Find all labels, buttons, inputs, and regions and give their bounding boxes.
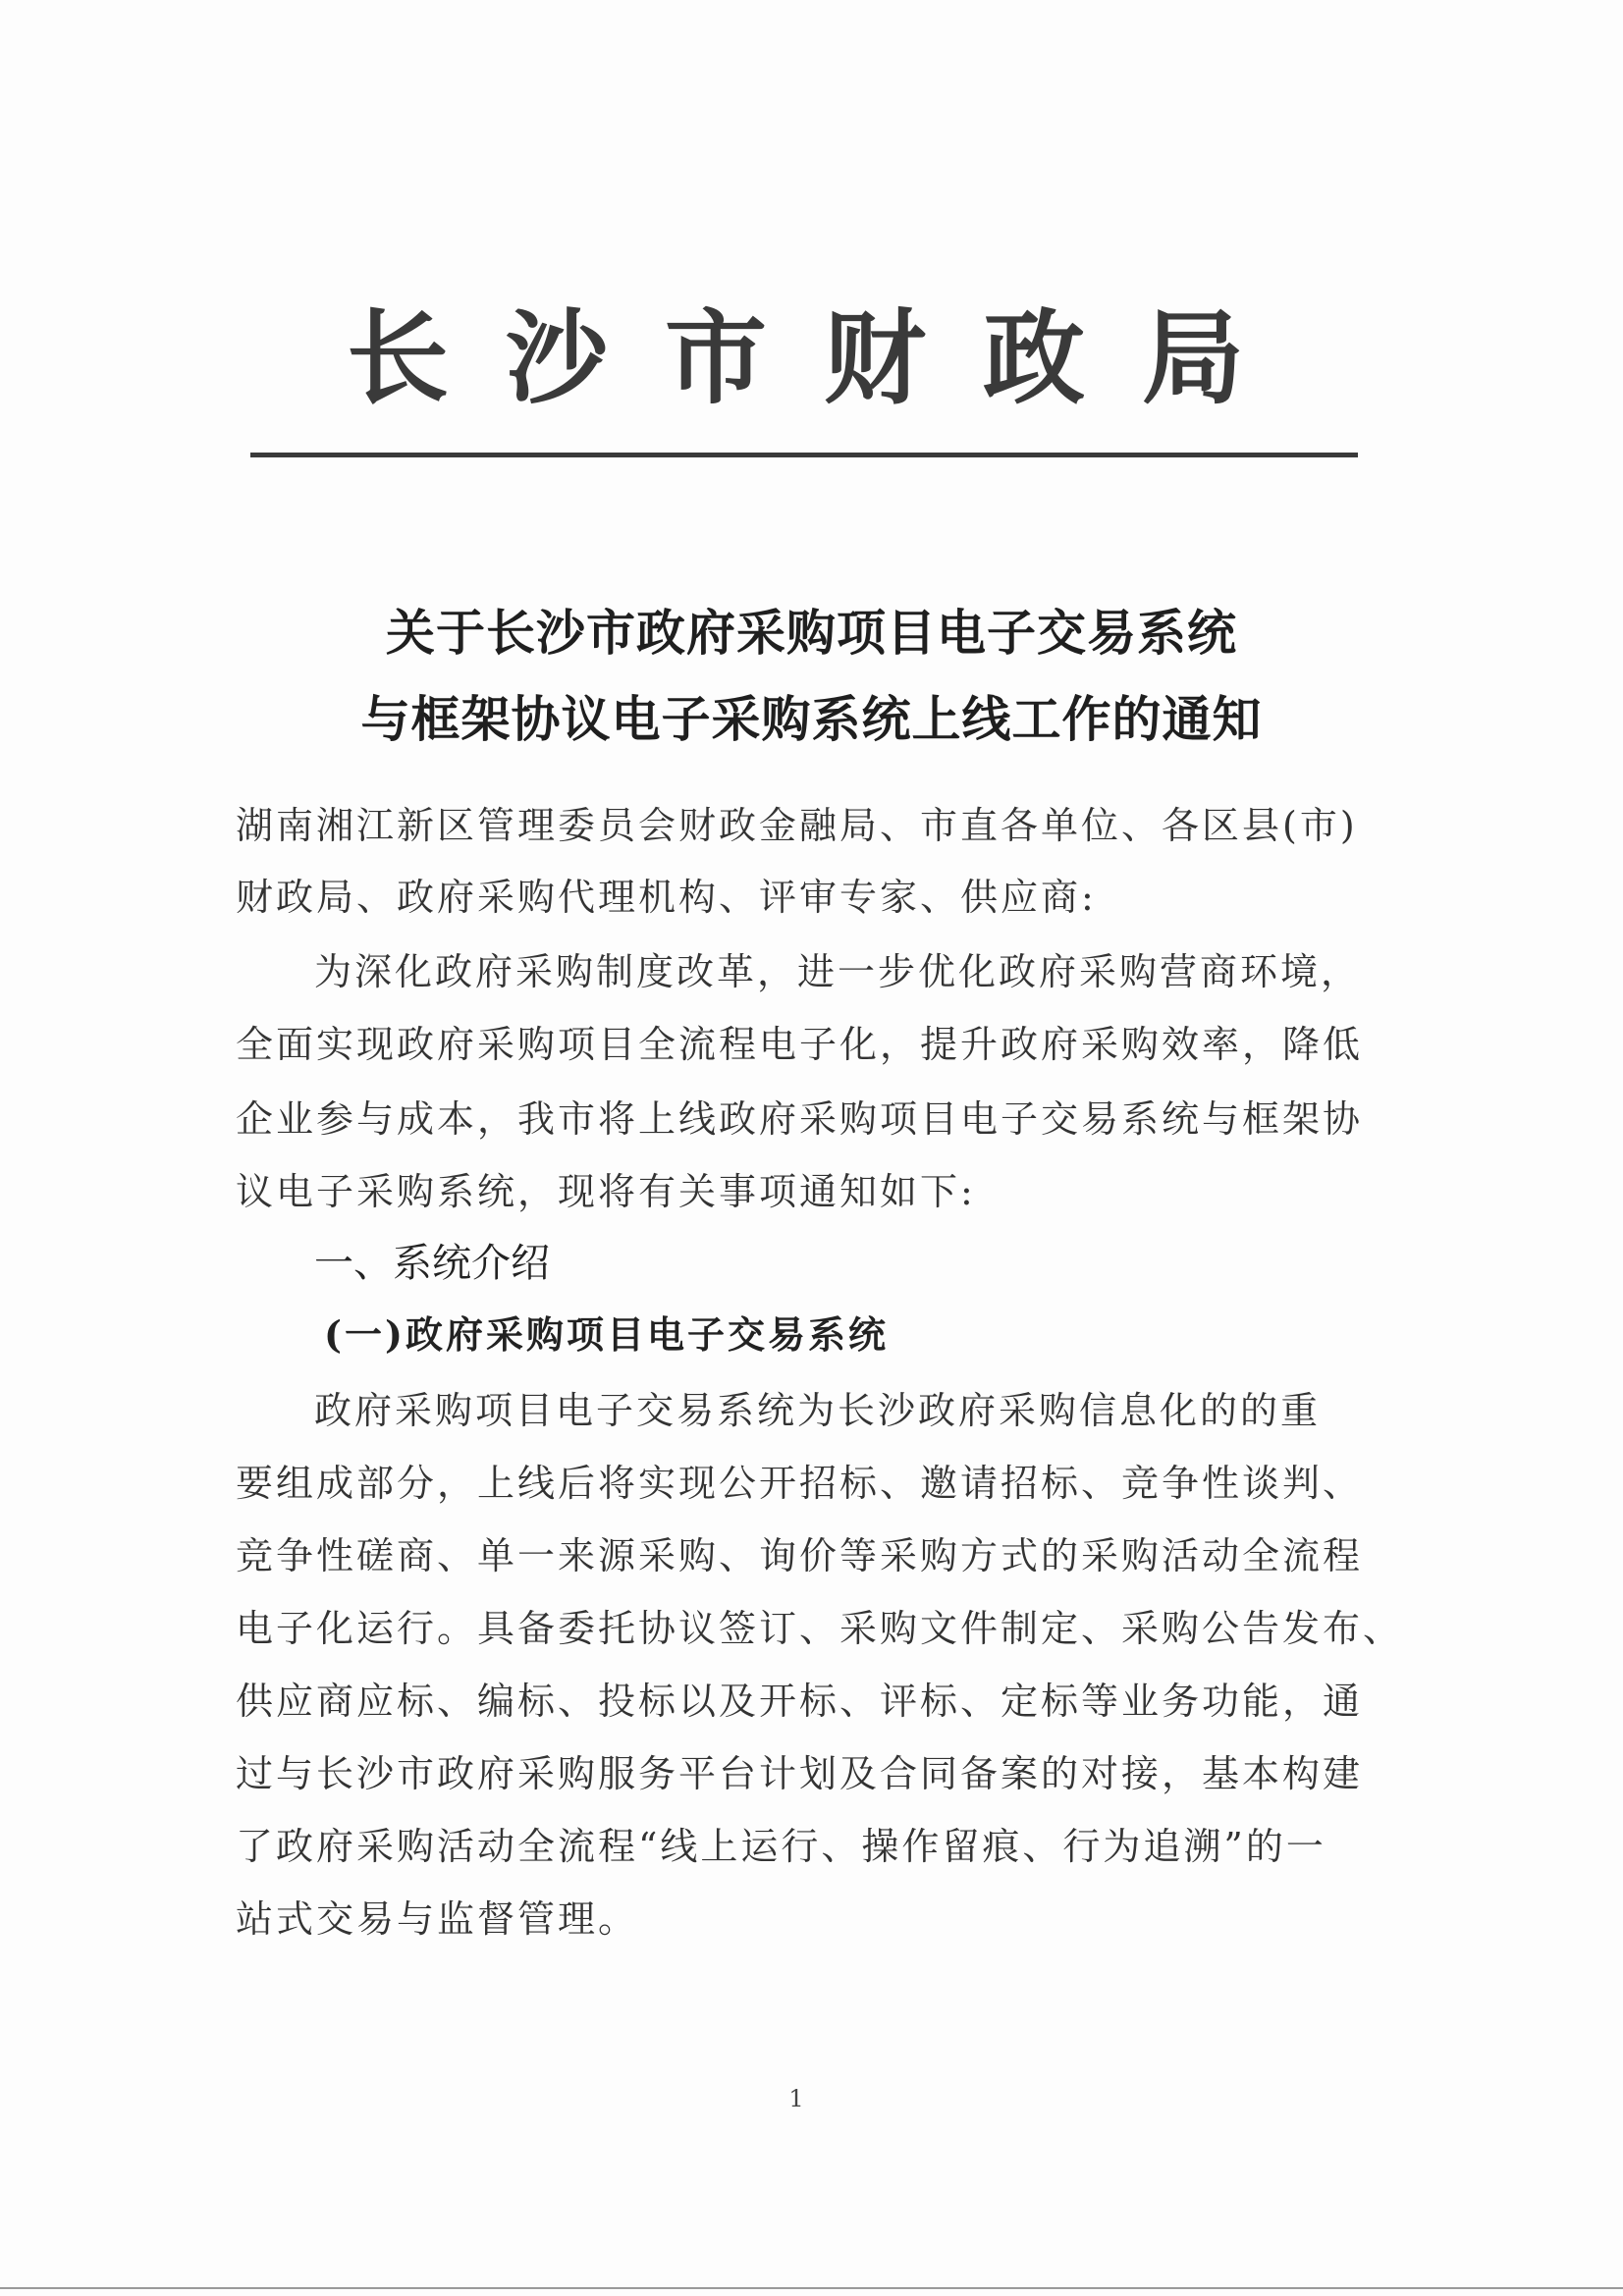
- subsection-heading: (一)政府采购项目电子交易系统: [324, 1312, 889, 1357]
- addressee-line: 财政局、政府采购代理机构、评审专家、供应商:: [236, 876, 1097, 919]
- paragraph-line: 电子化运行。具备委托协议签订、采购文件制定、采购公告发布、: [236, 1607, 1404, 1650]
- masthead-char: 市: [664, 297, 767, 418]
- masthead-char: 财: [823, 297, 926, 418]
- document-title-line-2: 与框架协议电子采购系统上线工作的通知: [360, 691, 1263, 748]
- intro-line: 为深化政府采购制度改革，进一步优化政府采购营商环境，: [314, 950, 1362, 993]
- masthead-char: 政: [982, 297, 1085, 418]
- masthead-char: 长: [346, 297, 449, 418]
- intro-line: 全面实现政府采购项目全流程电子化，提升政府采购效率，降低: [236, 1023, 1364, 1066]
- page-number: 1: [788, 2085, 804, 2112]
- paragraph-line: 供应商应标、编标、投标以及开标、评标、定标等业务功能，通: [236, 1680, 1364, 1723]
- intro-line: 企业参与成本，我市将上线政府采购项目电子交易系统与框架协: [236, 1097, 1364, 1141]
- intro-line: 议电子采购系统，现将有关事项通知如下:: [236, 1170, 976, 1213]
- paragraph-line: 了政府采购活动全流程“线上运行、操作留痕、行为追溯”的一: [236, 1825, 1326, 1868]
- paragraph-line: 竞争性磋商、单一来源采购、询价等采购方式的采购活动全流程: [236, 1534, 1364, 1577]
- section-heading: 一、系统介绍: [314, 1241, 550, 1286]
- scan-edge-line: [0, 2287, 1623, 2289]
- paragraph-line: 站式交易与监督管理。: [236, 1897, 639, 1941]
- paragraph-line: 政府采购项目电子交易系统为长沙政府采购信息化的的重: [314, 1389, 1322, 1432]
- masthead-char: 沙: [505, 297, 608, 418]
- document-title-line-1: 关于长沙市政府采购项目电子交易系统: [386, 605, 1237, 662]
- masthead-divider: [250, 453, 1358, 457]
- paragraph-line: 过与长沙市政府采购服务平台计划及合同备案的对接，基本构建: [236, 1752, 1364, 1795]
- masthead-char: 局: [1141, 297, 1244, 418]
- paragraph-line: 要组成部分，上线后将实现公开招标、邀请招标、竞争性谈判、: [236, 1462, 1364, 1505]
- addressee-line: 湖南湘江新区管理委员会财政金融局、市直各单位、各区县(市): [236, 804, 1358, 847]
- masthead: [334, 294, 1257, 422]
